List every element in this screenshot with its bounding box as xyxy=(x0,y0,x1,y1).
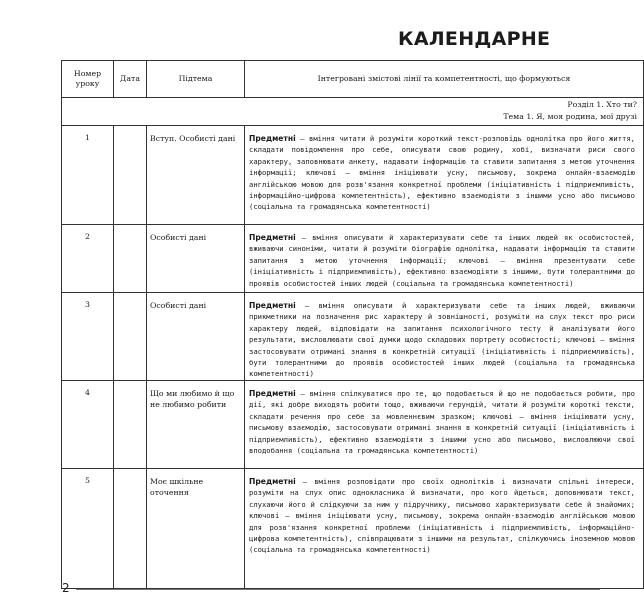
footer-rule xyxy=(76,589,600,590)
competences-text: — вміння читати й розуміти короткий текст-розповідь одноліткa про його життя, складати повідомлення про себе, описувати свою родину, хобі, визначати риси свого характеру, заповнювати анкету, надавати інформацію та ставити запитання з метою уточнення інформації; ключові — вміння ініціювати усну, письмову, зокрема онлайн-взаємодію англійською мовою для розв'язання конкретної проблеми (ініціативність і підприємливість, інформаційно-цифрова компетентність), ефективно взаємодіяти з іншими усно або письмово (соціальна та громадянська компетентності) xyxy=(249,134,635,212)
section-row xyxy=(62,98,644,113)
page-title: КАЛЕНДАРНЕ xyxy=(398,28,551,50)
lesson-number: 2 xyxy=(62,225,114,293)
lesson-subtopic: Особисті дані xyxy=(147,293,245,381)
page-number: 2 xyxy=(62,581,70,595)
competences-text: — вміння розповідати про своїх однолітків і визначати спільні інтереси, розуміти на слух опис одноклaсника й визначати, про кого йдеться, доповнювати текст, слухаючи його й слідкуючи за ним у підручнику, письмово характеризувати себе й знайомих; ключові — вміння ініціювати усну, письмову, зокрема онлайн-взаємодію англійською мовою для розв'язання конкретної проблеми (ініціативність і підприємливість, інформаційно-цифрова компетентність), співпрацювати з іншими на результат, спілкуючись іноземною мовою (соціальна та громадянська компетентності) xyxy=(249,477,635,555)
lesson-competences xyxy=(245,293,644,381)
lesson-number: 3 xyxy=(62,293,114,381)
lesson-date xyxy=(114,126,147,225)
header-row xyxy=(62,61,644,98)
lesson-date xyxy=(114,469,147,589)
header-subtopic: Підтема xyxy=(147,61,245,98)
lesson-competences xyxy=(245,469,644,589)
table-row xyxy=(62,293,644,381)
lesson-subtopic: Вступ. Особисті дані xyxy=(147,126,245,225)
competences-label: Предметні xyxy=(249,233,296,242)
section-title: Розділ 1. Хто ти? xyxy=(62,98,644,113)
theme-title: Тема 1. Я, моя родина, мої друзі xyxy=(62,112,644,126)
lesson-date xyxy=(114,293,147,381)
table-row xyxy=(62,381,644,469)
competences-label: Предметні xyxy=(249,134,296,143)
competences-text: — вміння описувати й характеризувати себе та інших людей як особистостей, вживаючи синоніми, читати й розуміти біографію однолітка, надавати інформацію та ставити запитання з метою уточнення інформації; ключові — вміння презентувати себе (ініціативність і підприємливість), ефективно взаємодіяти з іншими, бути толерантними до проявів особистостей інших людей (соціальна та громадянська компетентності) xyxy=(249,233,635,288)
lesson-competences xyxy=(245,126,644,225)
lesson-subtopic: Моє шкільне оточення xyxy=(147,469,245,589)
lesson-date xyxy=(114,381,147,469)
table-row xyxy=(62,225,644,293)
competences-label: Предметні xyxy=(249,389,296,398)
lesson-number: 1 xyxy=(62,126,114,225)
competences-text: — вміння спілкуватися про те, що подобається й що не подобається робити, про дії, які добре виходять робити тощо, вживаючи герундій, читати й розуміти короткі тексти, складати речення про себе за мовленнєвим зразком; ключові — вміння ініціювати усну, письмову взаємодію, застосовувати отримані знання в конкретній ситуації (ініціативність і підприємливість), ефективно взаємодіяти з іншими усно або письмово, висловлюючи свої вподобання (соціальна та громадянська компетентності) xyxy=(249,389,635,456)
table-row xyxy=(62,469,644,589)
header-lesson-number: Номер уроку xyxy=(62,61,114,98)
header-date: Дата xyxy=(114,61,147,98)
lesson-plan-table-container xyxy=(61,60,637,555)
lesson-subtopic: Що ми любимо й що не любимо робити xyxy=(147,381,245,469)
lesson-competences xyxy=(245,381,644,469)
lesson-competences xyxy=(245,225,644,293)
competences-label: Предметні xyxy=(249,477,296,486)
lesson-date xyxy=(114,225,147,293)
lesson-plan-table xyxy=(61,60,644,589)
lesson-subtopic: Особисті дані xyxy=(147,225,245,293)
competences-text: — вміння описувати й характеризувати себе та інших людей, вживаючи прикметники на позначення рис характеру й зовнішності, розуміти на слух текст про риси характеру людей, відповідати на запитання психологічного тесту й аналізувати його результати, висловлювати свої думки щодо складових портрету особистості; ключові — вміння застосовувати отримані знання в конкретній ситуації (ініціативність і підприємливість), бути толерантними до проявів особистостей інших людей (соціальна та громадянська компетентності) xyxy=(249,301,635,379)
lesson-number: 5 xyxy=(62,469,114,589)
theme-row xyxy=(62,112,644,126)
competences-label: Предметні xyxy=(249,301,296,310)
lesson-number: 4 xyxy=(62,381,114,469)
table-row xyxy=(62,126,644,225)
header-competences: Інтегровані змістові лінії та компетентності, що формуються xyxy=(245,61,644,98)
